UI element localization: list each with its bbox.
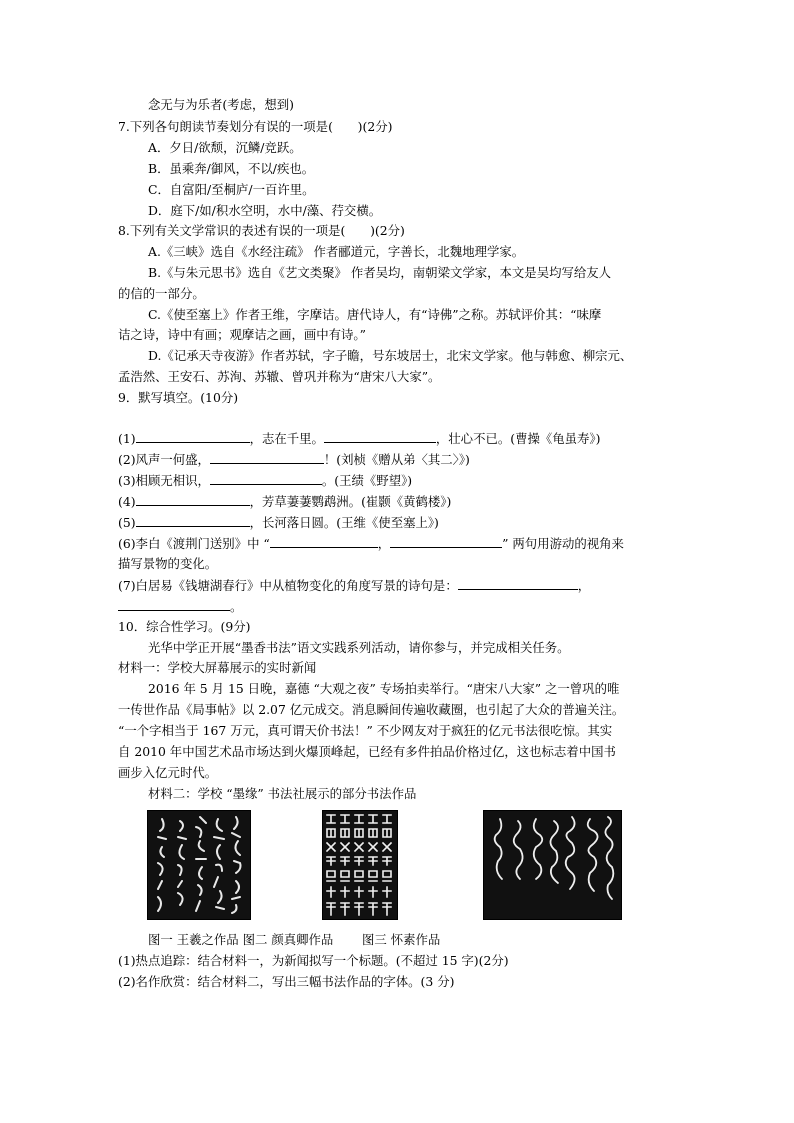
material-1-paragraph: 画步入亿元时代。 xyxy=(118,765,218,780)
task-1: (1)热点追踪：结合材料一，为新闻拟写一个标题。(不超过 15 字)(2分) xyxy=(118,953,509,968)
question-7-option-a: A．夕日/欲颓，沉鳞/竞跃。 xyxy=(148,140,302,155)
question-7-option-b: B．虽乘奔/御风，不以/疾也。 xyxy=(148,161,315,176)
answer-blank[interactable] xyxy=(390,534,502,548)
answer-blank[interactable] xyxy=(210,471,322,485)
question-8-option-d-cont: 孟浩然、王安石、苏洵、苏辙、曾巩并称为“唐宋八大家”。 xyxy=(118,369,441,384)
fill-item-1-text-a: ，志在千里。 xyxy=(249,431,324,446)
material-1-paragraph: “一个字相当于 167 万元，真可谓天价书法！” 不少网友对于疯狂的亿元书法很吃惊。其实 xyxy=(118,723,613,738)
fill-item-3 xyxy=(118,471,412,490)
material-1-paragraph: 一传世作品《局事帖》以 2.07 亿元成交。消息瞬间传遍收藏圈，也引起了大众的普遍关注。 xyxy=(118,702,625,717)
material-2-title: 材料二：学校 “墨缘” 书法社展示的部分书法作品 xyxy=(148,786,417,801)
fill-item-2-text-a: (2)风声一何盛， xyxy=(118,452,210,467)
fill-item-4-text: ，芳草萋萋鹦鹉洲。(崔颢《黄鹤楼》) xyxy=(249,494,452,509)
question-8-option-c: C.《使至塞上》作者王维，字摩诘。唐代诗人，有“诗佛”之称。苏轼评价其：“味摩 xyxy=(148,307,602,322)
fill-item-6-text-b: ， xyxy=(377,536,391,551)
image-captions: 图一 王羲之作品 图二 颜真卿作品 图三 怀素作品 xyxy=(148,932,441,947)
question-8-stem: 8.下列有关文学常识的表述有误的一项是( )(2分) xyxy=(118,223,405,238)
fill-item-1-label: (1) xyxy=(118,431,136,446)
calligraphy-image-huaisu xyxy=(483,810,622,920)
answer-blank[interactable] xyxy=(136,429,250,443)
fill-item-2-text-b: ！(刘桢《赠从弟〈其二〉》) xyxy=(323,452,470,467)
fill-item-5-text: ，长河落日圆。(王维《使至塞上》) xyxy=(249,515,439,530)
fill-item-6 xyxy=(118,534,624,553)
question-8-option-d: D.《记承天寺夜游》作者苏轼，字子瞻，号东坡居士，北宋文学家。他与韩愈、柳宗元、 xyxy=(148,348,633,363)
calligraphy-image-wang-xizhi xyxy=(147,810,251,920)
fill-item-3-text-b: 。(王绩《野望》) xyxy=(321,473,413,488)
answer-blank[interactable] xyxy=(458,576,578,590)
fill-item-1 xyxy=(118,429,600,448)
fill-item-2 xyxy=(118,450,470,469)
material-1-title: 材料一：学校大屏幕展示的实时新闻 xyxy=(118,660,317,675)
fill-item-3-text-a: (3)相顾无相识， xyxy=(118,473,210,488)
material-1-paragraph: 2016 年 5 月 15 日晚，嘉德 “大观之夜” 专场拍卖举行。“唐宋八大家” 之一曾巩的唯 xyxy=(148,681,620,696)
question-10-stem: 10．综合性学习。(9分) xyxy=(118,619,251,634)
fill-item-4-label: (4) xyxy=(118,494,136,509)
question-8-option-b-cont: 的信的一部分。 xyxy=(118,286,205,301)
question-7-option-d: D．庭下/如/积水空明，水中/藻、荇交横。 xyxy=(148,203,382,218)
fill-item-7-text-c: 。 xyxy=(230,599,243,614)
question-8-option-b: B.《与朱元思书》选自《艺文类聚》 作者吴均，南朝梁文学家，本文是吴均写给友人 xyxy=(148,265,612,280)
question-9-stem: 9．默写填空。(10分) xyxy=(118,390,239,405)
fill-item-4 xyxy=(118,492,451,511)
answer-blank[interactable] xyxy=(136,492,250,506)
fill-item-7-cont xyxy=(118,597,242,616)
question-7-option-c: C．自富阳/至桐庐/一百许里。 xyxy=(148,182,315,197)
answer-blank[interactable] xyxy=(118,597,230,611)
fill-item-7-text-a: (7)白居易《钱塘湖春行》中从植物变化的角度写景的诗句是： xyxy=(118,578,458,593)
task-2: (2)名作欣赏：结合材料二，写出三幅书法作品的字体。(3 分) xyxy=(118,974,455,989)
question-8-option-a: A.《三峡》选自《水经注疏》 作者郦道元，字善长，北魏地理学家。 xyxy=(148,244,525,259)
fill-item-7-text-b: ， xyxy=(577,578,591,593)
fill-item-5 xyxy=(118,513,439,532)
fill-item-6-text-c: ” 两句用游动的视角来 xyxy=(502,536,624,551)
answer-blank[interactable] xyxy=(136,513,250,527)
answer-blank[interactable] xyxy=(210,450,324,464)
fill-item-6-cont: 描写景物的变化。 xyxy=(118,556,218,571)
question-8-option-c-cont: 诘之诗，诗中有画；观摩诘之画，画中有诗。” xyxy=(118,327,366,342)
material-1-paragraph: 自 2010 年中国艺术品市场达到火爆顶峰起，已经有多件拍品价格过亿，这也标志着中国书 xyxy=(118,744,616,759)
question-7-stem: 7.下列各句朗读节奏划分有误的一项是( )(2分) xyxy=(118,119,393,134)
fill-item-1-text-b: ，壮心不已。(曹操《龟虽寿》) xyxy=(435,431,601,446)
calligraphy-image-yan-zhenqing xyxy=(322,810,398,920)
answer-blank[interactable] xyxy=(324,429,436,443)
answer-blank[interactable] xyxy=(270,534,378,548)
fill-item-6-text-a: (6)李白《渡荆门送别》中 “ xyxy=(118,536,270,551)
question-10-intro: 光华中学正开展“墨香书法”语文实践系列活动，请你参与，并完成相关任务。 xyxy=(148,640,570,655)
fill-item-7 xyxy=(118,576,590,595)
note-line: 念无与为乐者(考虑，想到) xyxy=(148,97,294,112)
fill-item-5-label: (5) xyxy=(118,515,136,530)
